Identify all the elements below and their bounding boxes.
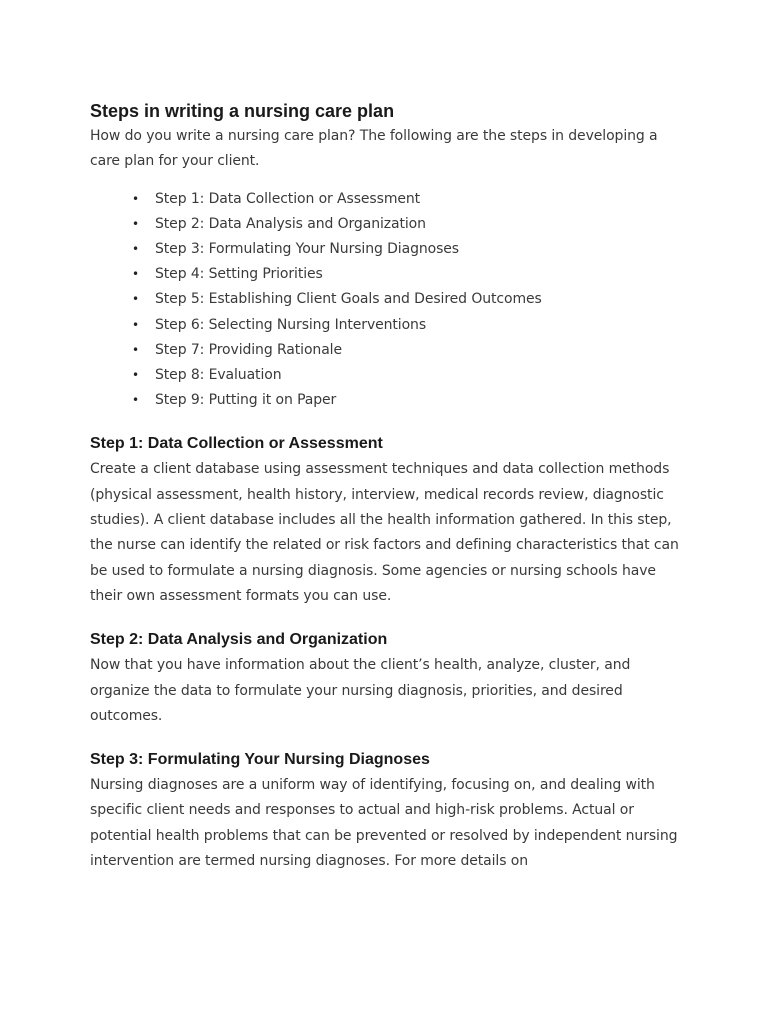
list-item-text: Step 7: Providing Rationale — [155, 341, 342, 358]
section-step-1 — [90, 432, 690, 609]
list-item — [90, 313, 690, 338]
list-item — [90, 338, 690, 363]
list-item-text: Step 3: Formulating Your Nursing Diagnoses — [155, 241, 460, 257]
list-item-text: Step 9: Putting it on Paper — [155, 392, 337, 409]
page-title: Steps in writing a nursing care plan — [90, 101, 395, 121]
list-item-text: Step 5: Establishing Client Goals and Desired Outcomes — [155, 291, 542, 308]
list-item-text: Step 2: Data Analysis and Organization — [155, 215, 426, 232]
bullet-icon: • — [132, 191, 139, 206]
bullet-icon: • — [132, 292, 139, 307]
bullet-icon: • — [132, 368, 139, 383]
list-item-text: Step 6: Selecting Nursing Interventions — [155, 316, 427, 333]
steps-list — [90, 187, 690, 414]
intro-paragraph: How do you write a nursing care plan? The following are the steps in developing a care plan for your client. — [90, 128, 658, 170]
list-item — [90, 212, 690, 237]
bullet-icon: • — [132, 393, 139, 408]
list-item — [90, 187, 690, 212]
section-step-2 — [90, 628, 690, 729]
bullet-icon: • — [132, 242, 139, 256]
section-heading: Step 2: Data Analysis and Organization — [90, 631, 388, 649]
section-body: Now that you have information about the client’s health, analyze, cluster, and organize the data to formulate your nursing diagnosis, priorities, and desired outcomes. — [90, 657, 631, 724]
bullet-icon: • — [132, 317, 139, 332]
list-item-text: Step 8: Evaluation — [155, 367, 282, 384]
list-item-text: Step 1: Data Collection or Assessment — [155, 190, 421, 207]
bullet-icon: • — [132, 267, 139, 282]
section-step-3 — [90, 748, 690, 874]
section-body: Nursing diagnoses are a uniform way of identifying, focusing on, and dealing with specific client needs and responses to actual and high-risk problems. Actual or potential health problems that can be prevented or resolved by independent nursing intervention are termed nursing diagnoses. For more details on — [90, 777, 678, 869]
list-item-text: Step 4: Setting Priorities — [155, 266, 323, 283]
list-item — [90, 388, 690, 413]
list-item — [90, 237, 690, 262]
section-body: Create a client database using assessment techniques and data collection methods (physical assessment, health history, interview, medical records review, diagnostic studies). A client database includes all the health information gathered. In this step, the nurse can identify the related or risk factors and defining characteristics that can be used to formulate a nursing diagnosis. Some agencies or nursing schools have their own assessment formats you can use. — [90, 461, 679, 604]
section-heading: Step 1: Data Collection or Assessment — [90, 435, 383, 453]
document-page — [90, 98, 690, 874]
list-item — [90, 262, 690, 287]
bullet-icon: • — [132, 216, 139, 231]
list-item — [90, 287, 690, 312]
list-item — [90, 363, 690, 388]
section-heading: Step 3: Formulating Your Nursing Diagnoses — [90, 751, 430, 769]
bullet-icon: • — [132, 342, 139, 357]
